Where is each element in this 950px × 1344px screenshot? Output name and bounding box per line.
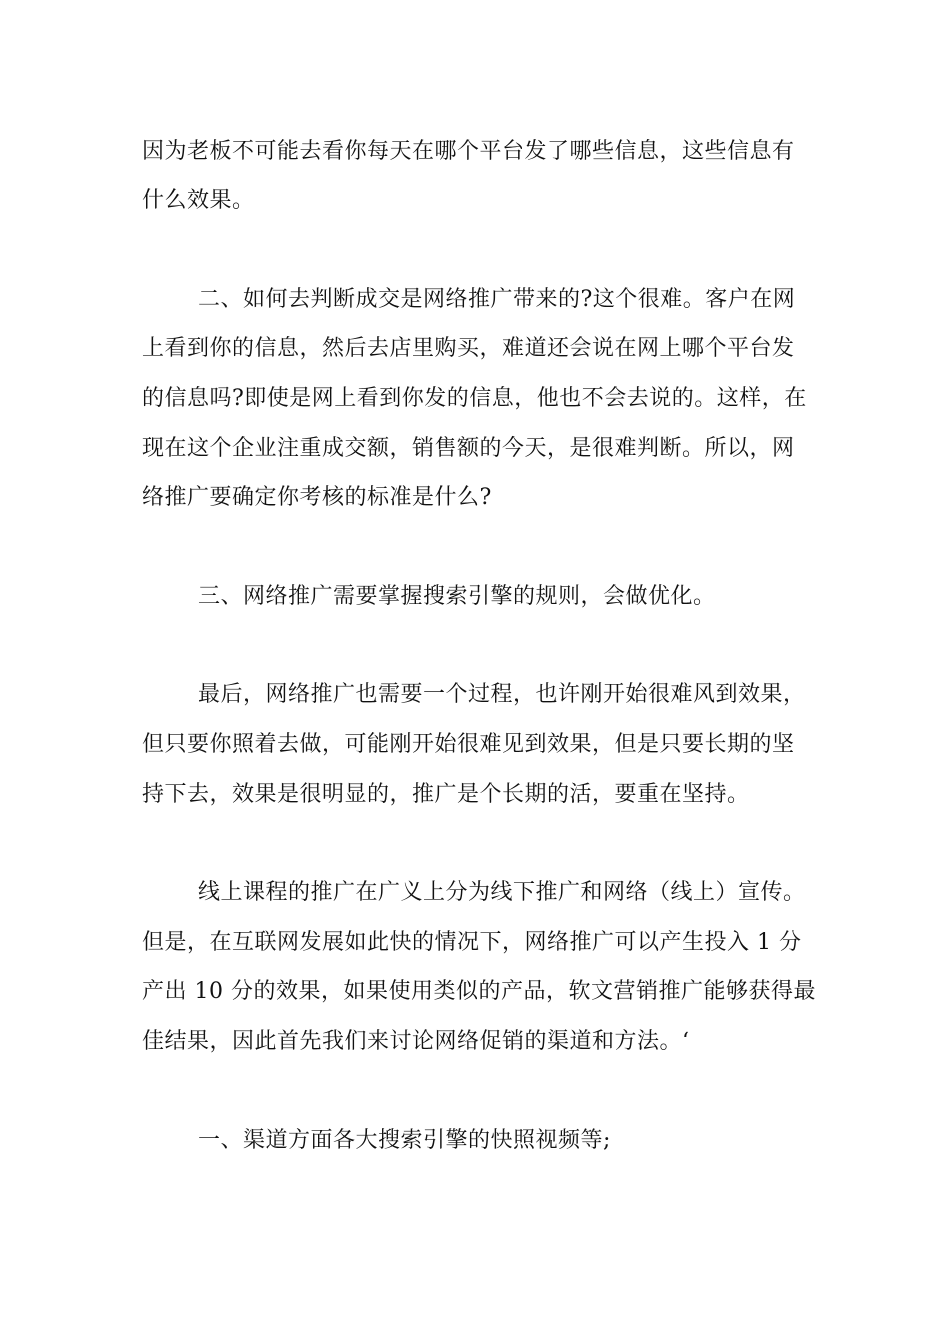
paragraph-3-line-2: 但只要你照着去做，可能刚开始很难见到效果，但是只要长期的坚 — [142, 732, 795, 757]
paragraph-1-line-5: 络推广要确定你考核的标准是什么? — [142, 485, 492, 510]
paragraph-3-line-3: 持下去，效果是很明显的，推广是个长期的活，要重在坚持。 — [142, 782, 750, 807]
paragraph-4-line-4: 佳结果，因此首先我们来讨论网络促销的渠道和方法。‘ — [142, 1029, 690, 1054]
paragraph-4-line-3: 产出 10 分的效果，如果使用类似的产品，软文营销推广能够获得最 — [142, 979, 816, 1004]
paragraph-4-line-2: 但是，在互联网发展如此快的情况下，网络推广可以产生投入 1 分 — [142, 930, 802, 955]
paragraph-2-line-1: 三、网络推广需要掌握搜索引擎的规则，会做优化。 — [198, 584, 716, 609]
paragraph-4-line-1: 线上课程的推广在广义上分为线下推广和网络（线上）宣传。 — [198, 880, 806, 905]
paragraph-3-line-1: 最后，网络推广也需要一个过程，也许刚开始很难风到效果， — [198, 682, 806, 707]
paragraph-1-line-4: 现在这个企业注重成交额，销售额的今天，是很难判断。所以，网 — [142, 436, 795, 461]
paragraph-0-line-2: 什么效果。 — [142, 188, 255, 213]
paragraph-0-line-1: 因为老板不可能去看你每天在哪个平台发了哪些信息，这些信息有 — [142, 139, 795, 164]
paragraph-1-line-2: 上看到你的信息，然后去店里购买，难道还会说在网上哪个平台发 — [142, 336, 795, 361]
paragraph-1-line-1: 二、如何去判断成交是网络推广带来的?这个很难。客户在网 — [198, 287, 796, 312]
paragraph-5-line-1: 一、渠道方面各大搜索引擎的快照视频等; — [198, 1128, 611, 1153]
paragraph-1-line-3: 的信息吗?即使是网上看到你发的信息，他也不会去说的。这样，在 — [142, 386, 807, 411]
